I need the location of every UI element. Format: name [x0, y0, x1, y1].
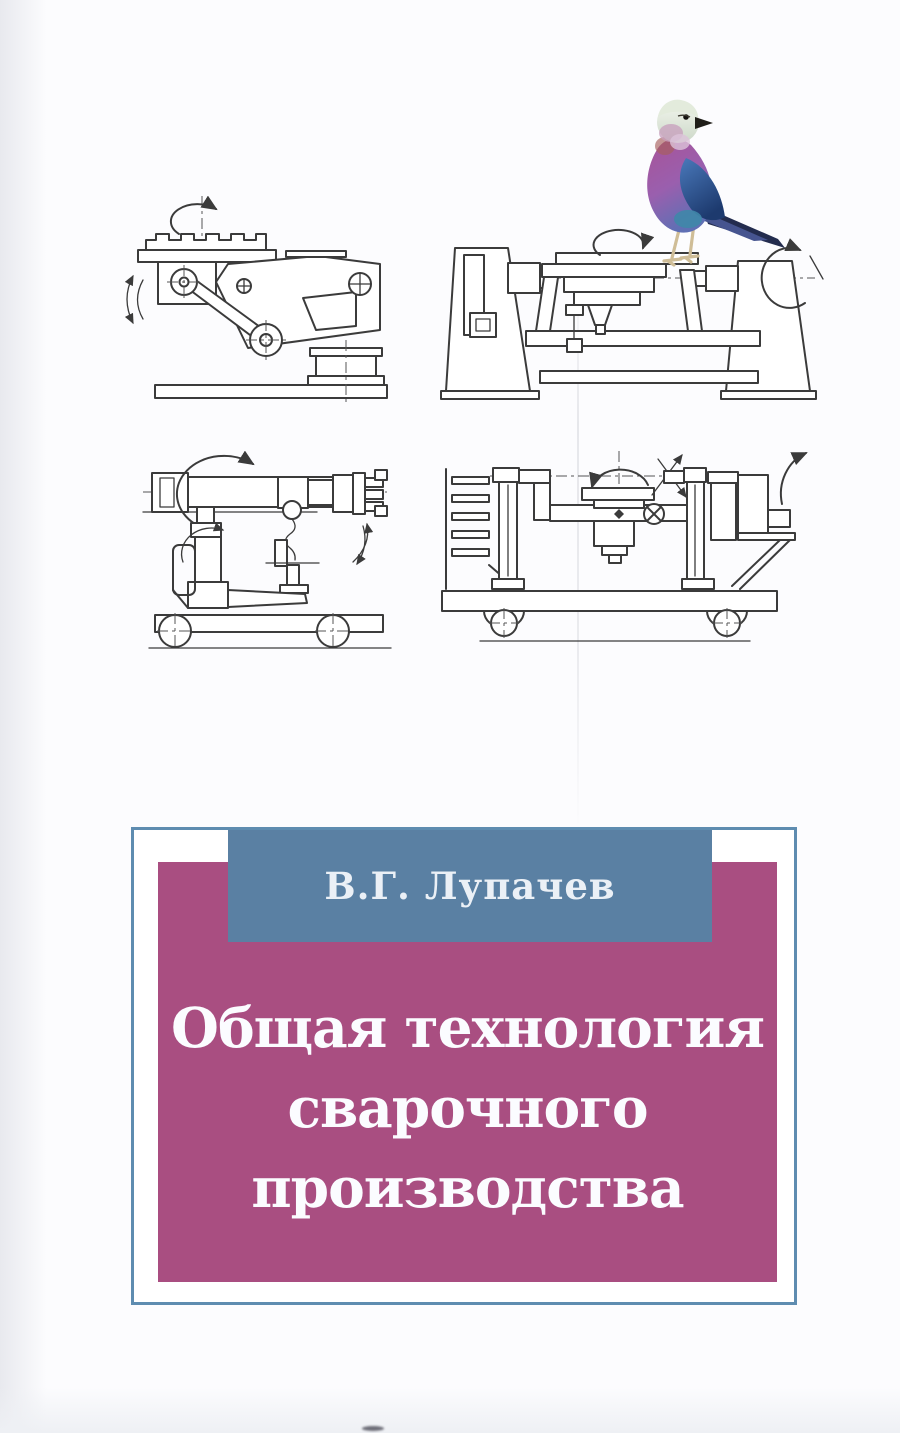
title-line-1: Общая технология [171, 995, 764, 1060]
carriage-mounted-positioner-drawing [430, 443, 815, 655]
wheeled-shaft-rotator-drawing [135, 450, 405, 655]
bird-beak [695, 117, 713, 129]
bottom-edge-shading [0, 1387, 900, 1433]
title-line-2: сварочного [287, 1075, 648, 1140]
author-name: В.Г. Лупачев [324, 864, 616, 908]
title-panel [131, 827, 797, 1305]
book-title [158, 988, 777, 1228]
bird-throat [670, 134, 690, 150]
author-band [228, 830, 712, 942]
lilac-breasted-roller-bird [628, 90, 803, 285]
spine-shading [0, 0, 52, 1433]
bird-belly [674, 210, 702, 228]
tilting-table-positioner-drawing [118, 190, 403, 405]
title-line-3: производства [251, 1155, 684, 1220]
bottom-smudge [362, 1426, 384, 1431]
